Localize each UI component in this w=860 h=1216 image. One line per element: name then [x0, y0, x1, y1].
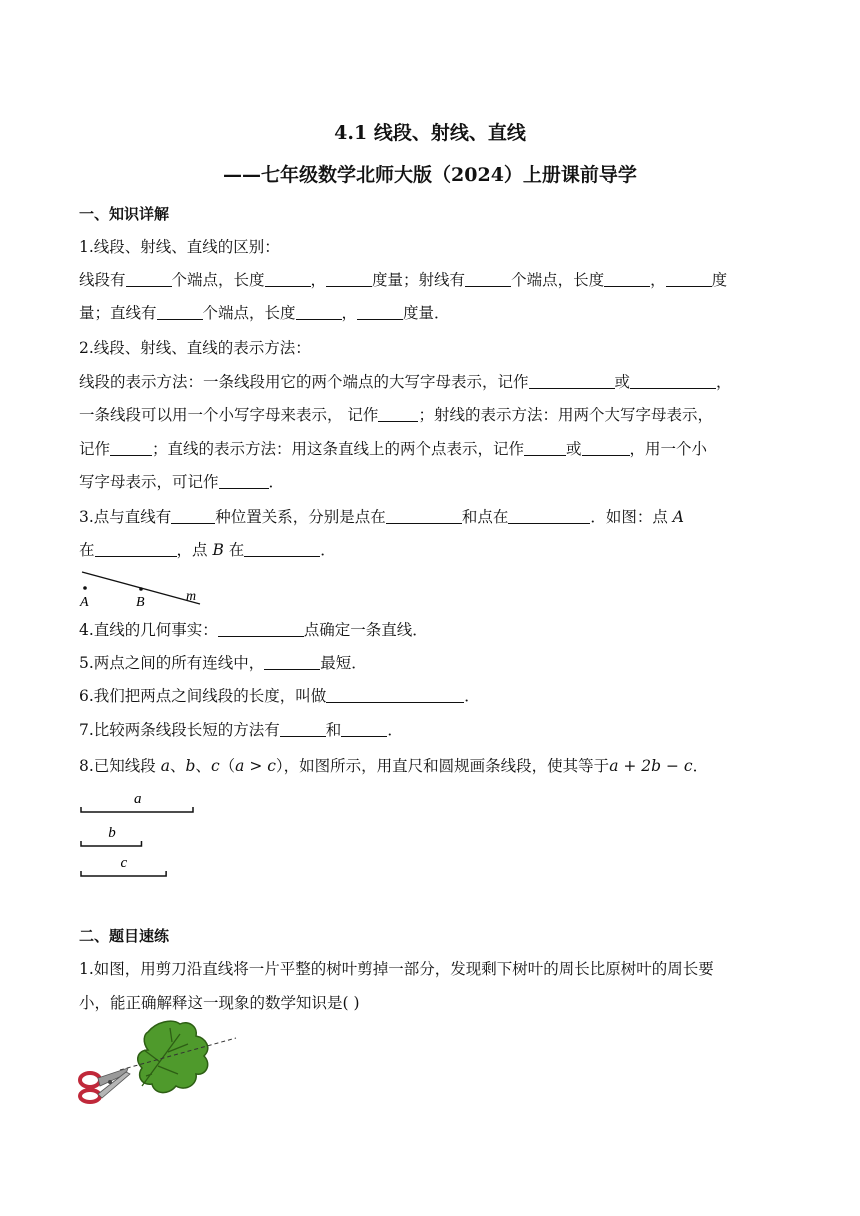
answer-blank[interactable]	[157, 304, 203, 320]
answer-blank[interactable]	[244, 541, 320, 557]
answer-blank[interactable]	[265, 271, 311, 287]
answer-blank[interactable]	[524, 440, 566, 456]
answer-blank[interactable]	[529, 373, 615, 389]
segments-figure	[78, 788, 208, 880]
q7: 7.比较两条线段长短的方法有 和 ．	[79, 721, 403, 739]
answer-blank[interactable]	[219, 473, 269, 489]
label-a: A	[80, 595, 89, 610]
segment-label-b: b	[108, 825, 116, 841]
q2-line-4: 写字母表示，可记作 ．	[79, 473, 285, 491]
q4: 4.直线的几何事实： 点确定一条直线．	[79, 621, 428, 639]
scissors-leaf-figure	[76, 1016, 242, 1102]
answer-blank[interactable]	[280, 721, 326, 737]
q1-title: 1.线段、射线、直线的区别：	[79, 238, 280, 256]
answer-blank[interactable]	[126, 271, 172, 287]
q6: 6.我们把两点之间线段的长度，叫做 ．	[79, 687, 480, 705]
answer-blank[interactable]	[666, 271, 712, 287]
answer-blank[interactable]	[341, 721, 387, 737]
answer-blank[interactable]	[218, 621, 304, 637]
section-heading-practice: 二、题目速练	[79, 927, 170, 945]
q2-line-2: 一条线段可以用一个小写字母来表示， 记作 ；射线的表示方法：用两个大写字母表示，	[79, 406, 713, 424]
answer-blank[interactable]	[95, 541, 177, 557]
segment-b	[81, 841, 141, 846]
answer-blank[interactable]	[296, 304, 342, 320]
answer-blank[interactable]	[326, 271, 372, 287]
q3-line-1: 3.点与直线有 种位置关系，分别是点在 和点在 ．如图：点 A	[79, 508, 684, 526]
segment-a	[81, 807, 193, 812]
q1-line-2: 量；直线有 个端点，长度 ， 度量．	[79, 304, 450, 322]
q2-line-1: 线段的表示方法：一条线段用它的两个端点的大写字母表示，记作 或 ，	[79, 373, 732, 391]
document-subtitle: ——七年级数学北师大版（2024）上册课前导学	[223, 164, 637, 186]
p1-line-1: 1.如图，用剪刀沿直线将一片平整的树叶剪掉一部分，发现剩下树叶的周长比原树叶的周长要	[79, 960, 714, 978]
answer-blank[interactable]	[326, 687, 464, 703]
q2-line-3: 记作 ；直线的表示方法：用这条直线上的两个点表示，记作 或 ，用一个小	[79, 440, 708, 458]
answer-blank[interactable]	[378, 406, 418, 422]
target-expression: a + 2b − c	[609, 757, 693, 775]
q1-line-1: 线段有 个端点，长度 ， 度量；射线有 个端点，长度 ， 度	[79, 271, 728, 289]
segment-label-c: c	[120, 855, 128, 871]
answer-blank[interactable]	[386, 508, 462, 524]
leaf-image	[138, 1021, 208, 1092]
answer-blank[interactable]	[582, 440, 630, 456]
answer-blank[interactable]	[508, 508, 590, 524]
label-b: B	[136, 595, 145, 610]
answer-blank[interactable]	[630, 373, 716, 389]
section-heading-knowledge: 一、知识详解	[79, 205, 170, 223]
p1-line-2: 小，能正确解释这一现象的数学知识是( )	[79, 994, 360, 1012]
segment-c	[81, 871, 166, 876]
answer-blank[interactable]	[604, 271, 650, 287]
document-title: 4.1 线段、射线、直线	[334, 122, 526, 144]
answer-blank[interactable]	[357, 304, 403, 320]
point-line-figure	[78, 568, 208, 612]
q5: 5.两点之间的所有连线中， 最短．	[79, 654, 367, 672]
answer-blank[interactable]	[171, 508, 215, 524]
q8: 8.已知线段 a、b、c（a > c），如图所示，用直尺和圆规画条线段，使其等于a + 2b − c．	[79, 757, 709, 775]
answer-blank[interactable]	[110, 440, 152, 456]
q3-line-2: 在 ，点 B 在 ．	[79, 541, 336, 559]
answer-blank[interactable]	[465, 271, 511, 287]
segment-label-a: a	[134, 791, 142, 807]
q2-title: 2.线段、射线、直线的表示方法：	[79, 339, 311, 357]
point-b	[139, 587, 143, 591]
point-a	[83, 586, 87, 590]
scissors-icon	[80, 1068, 130, 1102]
label-m: m	[186, 589, 197, 604]
answer-blank[interactable]	[264, 654, 320, 670]
